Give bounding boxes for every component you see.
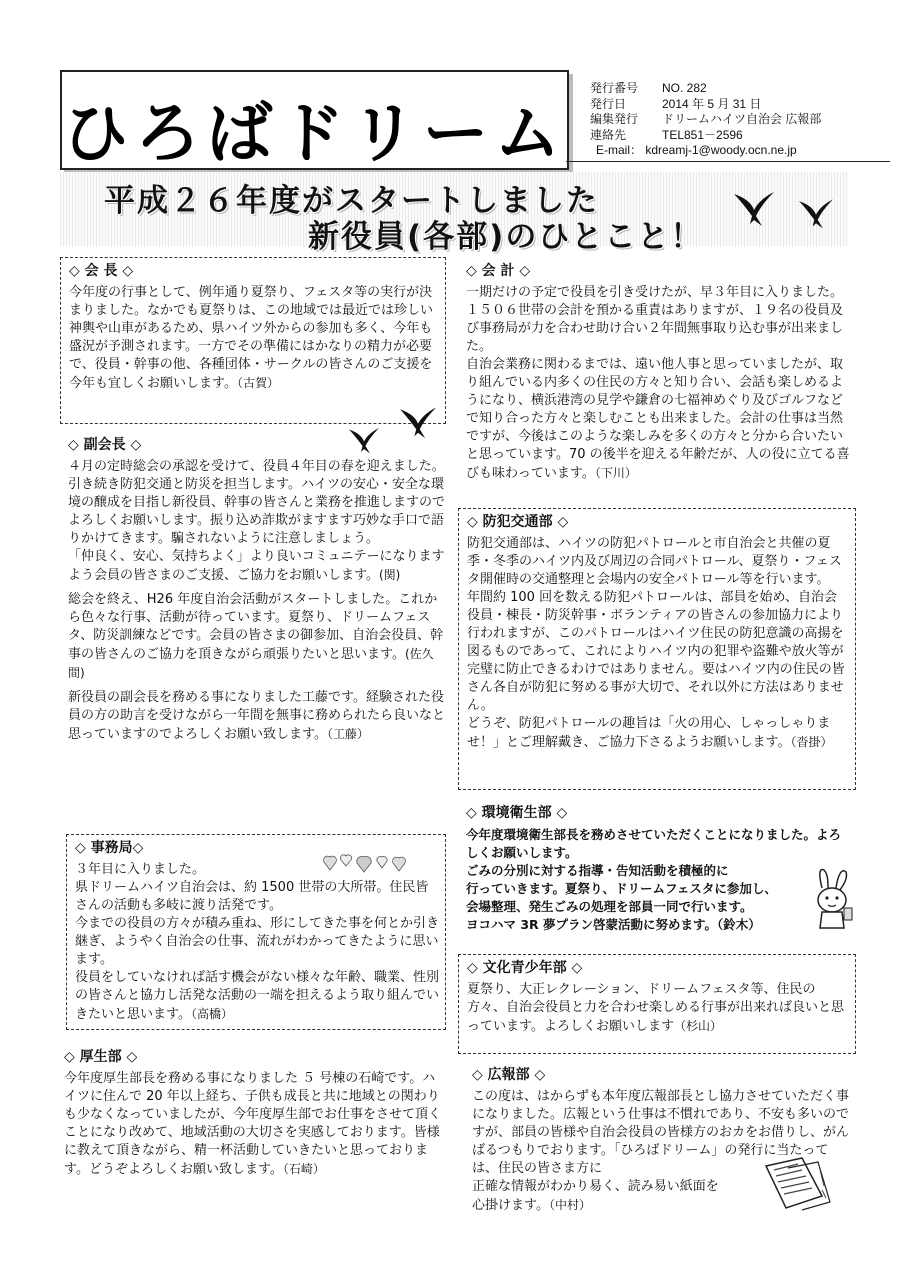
secretariat-text-3: 今までの役員の方々が積み重ね、形にしてきた事を何とか引き継ぎ、ようやく自治会の仕事、流れがわかってきたように思います。 <box>75 916 440 967</box>
vice-president-text-1: ４月の定時総会の承認を受けて、役員４年目の春を迎えました。 <box>68 459 445 474</box>
swallow-icon <box>732 188 776 228</box>
vice-president-text-3: 「仲良く、安心、気持ちよく」より良いコミュニテーになりますよう会員の皆さまのご支援、ご協力をお願いします。(関) <box>68 549 445 583</box>
email-row: E-mail： kdreamj-1@woody.ocn.ne.jp <box>596 143 797 157</box>
contact-row: 連絡先 TEL851－2596 <box>590 127 743 142</box>
public-relations-text-3: 心掛けます。（中村） <box>472 1198 591 1213</box>
treasurer-heading: ◇ 会 計 ◇ <box>466 263 531 279</box>
welfare-text: 今年度厚生部長を務める事になりました ５ 号棟の石崎です。ハイツに住んで 20 年以上経ち、子供も成長と共に地域との関わりも少なくなっていましたが、今年度厚生部でお仕事をさせて頂くことになり改めて、地域活動の大切さを実感しております。皆様に教えて頂きながら、精一杯活動していきたいと思っております。どうぞよろしくお願い致します。（石崎） <box>64 1071 442 1177</box>
vice-president-heading: ◇ 副会長 ◇ <box>68 437 142 453</box>
welfare-section <box>64 1046 448 1179</box>
environment-text-3: 行っていきます。夏祭り、ドリームフェスタに参加し、 <box>466 881 777 896</box>
publisher-row: 編集発行 ドリームハイツ自治会 広報部 <box>590 112 822 126</box>
crime-prevention-text-2: 年間約 100 回を数える防犯パトロールは、部員を始め、自治会役員・棟長・防災幹事・ボランティアの皆さんの参加協力により行われますが、このパトロールはハイツ住民の防犯意識の高揚を図るものであって、これによりハイツ内の犯罪や盗難や放火等が完璧に防止できるわけではありません。要はハイツ内の住民の皆さん各自が防犯に努める事が大切で、それ以外に方法はありません。 <box>467 590 845 713</box>
crime-prevention-text-1: 防犯交通部は、ハイツの防犯パトロールと市自治会と共催の夏季・冬季のハイツ内及び周辺の合同パトロール、夏祭り・フェスタ開催時の交通整理と会場内の安全パトロール等を行います。 <box>467 536 842 587</box>
environment-text-1: 今年度環境衛生部長を務めさせていただくことになりました。よろしくお願いします。 <box>466 827 842 860</box>
treasurer-text-1: 一期だけの予定で役員を引き受けたが、早３年目に入りました。 <box>466 285 844 300</box>
culture-youth-heading: ◇ 文化青少年部 ◇ <box>467 960 583 976</box>
hearts-icon <box>322 852 408 874</box>
masthead-box <box>60 70 569 170</box>
headline-line1: 平成２６年度がスタートしました <box>104 183 599 219</box>
treasurer-section <box>466 260 850 483</box>
crime-prevention-text-3: どうぞ、防犯パトロールの趣旨は「火の用心、しゃっしゃりませ！」とご理解戴き、ご協力下さるようお願いします。（沓掛） <box>467 716 833 750</box>
president-section <box>60 257 446 424</box>
treasurer-text-3: 自治会業務に関わるまでは、遠い他人事と思っていましたが、取り組んでいる内多くの住民の方々と知り合い、会話も楽しめるようになり、横浜港湾の見学や鎌倉の七福神めぐり及びゴルフなどで知り合った方々と楽しむことも出来ました。会計の仕事は当然ですが、今後はこのような楽しみを多くの方々と分から合いたいと思っています。70 の後半を迎える年齢だが、人の役に立てる喜びも味わっています。（下川） <box>466 357 850 481</box>
environment-heading: ◇ 環境衛生部 ◇ <box>466 805 568 821</box>
culture-youth-text: 夏祭り、大正レクレーション、ドリームフェスタ等、住民の方々、自治会役員と力を合わせ楽しめる行事が出来れば良いと思っています。よろしくお願いします（杉山） <box>467 982 845 1034</box>
newsletter-title: ひろばドリーム <box>62 95 567 172</box>
secretariat-text-2: 県ドリームハイツ自治会は、約 1500 世帯の大所帯。住民皆さんの活動も多岐に渡り活発です。 <box>75 880 429 913</box>
vice-president-text-2: 引き続き防犯交通と防災を担当します。ハイツの安心・安全な環境の醸成を目指し新役員、幹事の皆さんと業務を推進しますのでよろしくお願いします。振り込め詐欺がますます巧妙な手口で語りかけてきます。騙されないように注意しましょう。 <box>68 477 446 546</box>
public-relations-heading: ◇ 広報部 ◇ <box>472 1067 546 1083</box>
environment-text-5: ヨコハマ 3R 夢プラン啓蒙活動に努めます。（鈴木） <box>466 917 761 932</box>
crime-prevention-section <box>458 508 856 790</box>
swallow-icon <box>796 196 836 230</box>
environment-text-2: ごみの分別に対する指導・告知活動を積極的に <box>466 863 729 878</box>
treasurer-text-2: １５０６世帯の会計を預かる重責はありますが、１９名の役員及び事務局が力を合わせ助け合い２年間無事取り込む事が出来ました。 <box>466 303 844 354</box>
rabbit-mascot-icon <box>808 868 856 932</box>
issue-number-row: 発行番号 NO. 282 <box>590 81 707 95</box>
newspaper-icon <box>762 1156 832 1212</box>
president-text: 今年度の行事として、例年通り夏祭り、フェスタ等の実行が決まりました。なかでも夏祭りは、この地域では最近では珍しい神輿や山車があるため、県ハイツ外からの参加も多く、今年も盛況が予測されます。一方でその準備にはかなりの精力が必要で、役員・幹事の他、各種団体・サークルの皆さんのご支援を今年も宜しくお願いします。（古賀） <box>69 285 434 391</box>
culture-youth-section <box>458 954 856 1054</box>
president-heading: ◇ 会 長 ◇ <box>69 263 134 279</box>
crime-prevention-heading: ◇ 防犯交通部 ◇ <box>467 514 569 530</box>
vice-president-section <box>68 434 446 744</box>
publication-info <box>590 81 890 159</box>
meta-divider <box>566 161 890 162</box>
secretariat-text-1: ３年目に入りました。 <box>75 862 206 877</box>
welfare-heading: ◇ 厚生部 ◇ <box>64 1049 138 1065</box>
environment-text-4: 会場整理、発生ごみの処理を部員一同で行います。 <box>466 899 753 914</box>
vice-president-text-4: 総会を終え、H26 年度自治会活動がスタートしました。これから色々な行事、活動が待っています。夏祭り、ドリームフェスタ、防災訓練などです。会員の皆さまの御参加、自治会役員、幹事の皆さんのご協力を頂きながら頑張りたいと思います。(佐久間) <box>68 592 444 680</box>
vice-president-text-5: 新役員の副会長を務める事になりました工藤です。経験された役員の方の助言を受けながら一年間を無事に務められたら良いなと思っていますのでよろしくお願い致します。（工藤） <box>68 690 446 742</box>
secretariat-text-4: 役員をしていなければ話す機会がない様々な年齢、職業、性別の皆さんと協力し活発な活動の一端を担えるよう取り組んでいきたいと思います。（高橋） <box>75 970 440 1022</box>
secretariat-heading: ◇ 事務局◇ <box>75 840 144 856</box>
headline-line2: 新役員(各部)のひとこと！ <box>308 219 704 255</box>
environment-section <box>466 802 852 934</box>
public-relations-text-1: この度は、はからずも本年度広報部長とし協力させていただく事になりました。広報という仕事は不慣れであり、不安も多いのですが、部員の皆様や自治会役員の皆様方のおカをお借りし、がんばるつもりでおります。「ひろばドリーム」の発行に当たっては、住民の皆さま方に <box>472 1089 850 1176</box>
issue-date-row: 発行日 2014 年 5 月 31 日 <box>590 96 762 111</box>
public-relations-text-2: 正確な情報がわかり易く、読み易い紙面を <box>472 1179 719 1194</box>
